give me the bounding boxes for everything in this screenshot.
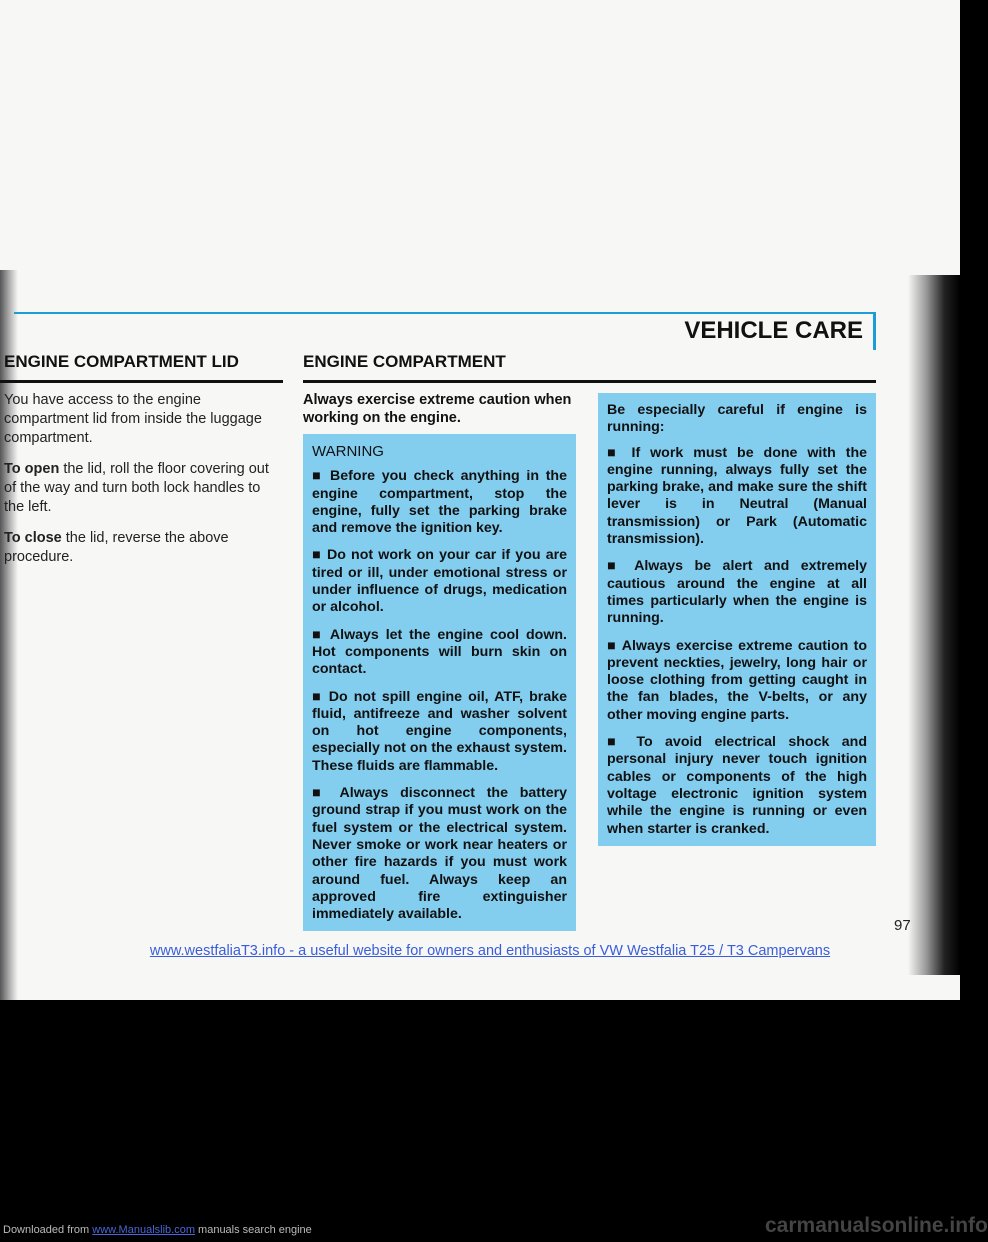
left-section-body [4, 391, 282, 579]
site-watermark: carmanualsonline.info [765, 1214, 988, 1237]
header-title: VEHICLE CARE [684, 317, 863, 344]
open-text: the lid, roll the floor covering out of the way and turn both lock handles to the left. [4, 461, 269, 515]
close-text: the lid, reverse the above procedure. [4, 530, 229, 565]
left-section-title: ENGINE COMPARTMENT LID [4, 352, 239, 371]
close-label: To close [4, 530, 62, 546]
left-para-close [4, 529, 282, 567]
caution-item: ■ Always exercise extreme caution to prevent neckties, jewelry, long hair or loose clothing from getting caught in the fan blades, the V-belts, or any other moving engine parts. [607, 637, 867, 723]
warning-heading: WARNING [312, 443, 384, 460]
page-number: 97 [894, 917, 911, 934]
caution-item: ■ To avoid electrical shock and personal injury never touch ignition cables or components of the high voltage electronic ignition system while the engine is running or even when starter is cranked. [607, 734, 867, 837]
warning-box [303, 434, 576, 931]
caution-box [598, 393, 876, 846]
main-intro: Always exercise extreme caution when working on the engine. [303, 392, 572, 426]
page-edge-shadow [908, 275, 960, 975]
main-section-rule [303, 380, 876, 383]
watermark-suffix: manuals search engine [194, 1224, 312, 1236]
warning-item: ■ Do not work on your car if you are tired or ill, under emotional stress or under influence of drugs, medication or alcohol. [312, 547, 567, 616]
left-para-access: You have access to the engine compartment lid from inside the luggage compartment. [4, 392, 262, 446]
warning-item: ■ Before you check anything in the engine compartment, stop the engine, fully set the parking brake and remove the ignition key. [312, 468, 567, 537]
caution-item: ■ Always be alert and extremely cautious around the engine at all times particularly when the engine is running. [607, 558, 867, 627]
watermark-prefix: Downloaded from [3, 1224, 93, 1236]
warning-item: ■ Always disconnect the battery ground strap if you must work on the fuel system or the electrical system. Never smoke or work near heaters or other fire hazards if you must work around fuel. Always keep an approved fire extinguisher immediately available. [312, 785, 567, 923]
westfalia-footer-link[interactable]: www.westfaliaT3.info - a useful website for owners and enthusiasts of VW Westfalia T25 / T3 Campervans [149, 943, 831, 959]
left-para-open [4, 460, 282, 517]
header-bar [14, 312, 876, 350]
left-section-rule [0, 380, 283, 383]
download-watermark [3, 1224, 312, 1236]
warning-item: ■ Always let the engine cool down. Hot components will burn skin on contact. [312, 626, 567, 678]
main-section-title: ENGINE COMPARTMENT [303, 352, 506, 371]
manualslib-link[interactable]: www.Manualslib.com [92, 1224, 195, 1236]
caution-item: ■ If work must be done with the engine running, always fully set the parking brake, and make sure the shift lever is in Neutral (Manual transmission) or Park (Automatic transmission). [607, 444, 867, 548]
open-label: To open [4, 461, 60, 477]
caution-lead: Be especially careful if engine is running: [607, 402, 867, 436]
warning-item: ■ Do not spill engine oil, ATF, brake fluid, antifreeze and washer solvent on hot engine components, especially not on the exhaust system. These fluids are flammable. [312, 688, 567, 774]
